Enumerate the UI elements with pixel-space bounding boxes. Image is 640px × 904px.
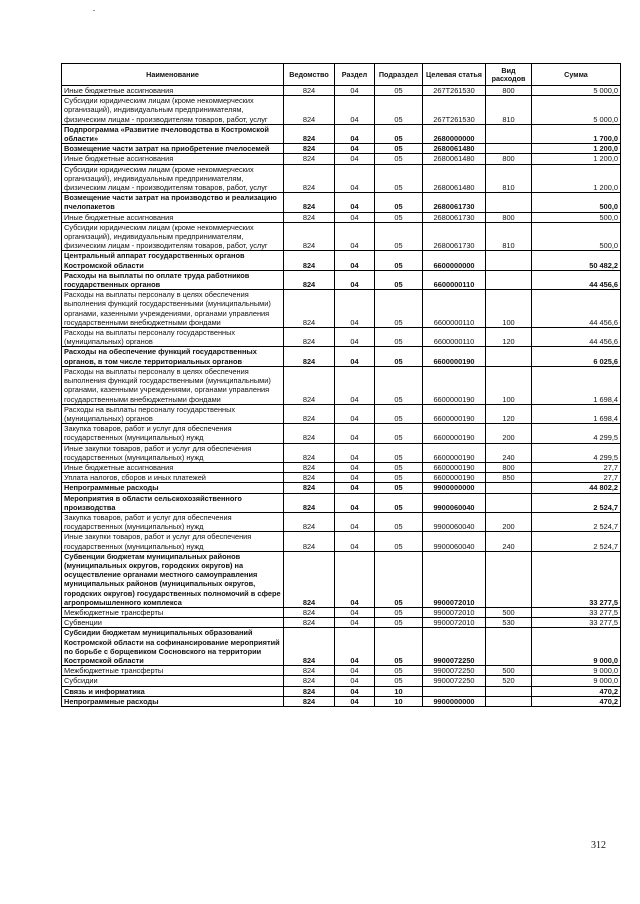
row-target-article — [423, 686, 486, 696]
table-row — [62, 193, 621, 212]
row-department: 824 — [284, 696, 335, 706]
row-department: 824 — [284, 222, 335, 251]
row-expense-type: 800 — [486, 462, 532, 472]
row-subsection: 05 — [375, 154, 423, 164]
table-row — [62, 532, 621, 551]
row-amount: 1 698,4 — [532, 404, 621, 423]
row-expense-type: 810 — [486, 222, 532, 251]
row-section: 04 — [335, 424, 375, 443]
row-amount: 9 000,0 — [532, 676, 621, 686]
row-name: Закупка товаров, работ и услуг для обеспечения государственных (муниципальных) нужд — [62, 424, 284, 443]
row-expense-type — [486, 628, 532, 666]
row-subsection: 05 — [375, 144, 423, 154]
row-amount: 1 700,0 — [532, 124, 621, 143]
table-row — [62, 96, 621, 125]
row-section: 04 — [335, 686, 375, 696]
row-target-article: 6600000190 — [423, 404, 486, 423]
row-name: Непрограммные расходы — [62, 696, 284, 706]
row-target-article: 6600000190 — [423, 347, 486, 366]
row-amount: 5 000,0 — [532, 86, 621, 96]
row-subsection: 05 — [375, 483, 423, 493]
row-target-article: 9900072010 — [423, 618, 486, 628]
row-name: Закупка товаров, работ и услуг для обеспечения государственных (муниципальных) нужд — [62, 512, 284, 531]
row-department: 824 — [284, 212, 335, 222]
table-row — [62, 86, 621, 96]
budget-table — [61, 63, 621, 707]
row-amount: 2 524,7 — [532, 532, 621, 551]
row-section: 04 — [335, 666, 375, 676]
row-name: Субсидии бюджетам муниципальных образований Костромской области на софинансирование мероприятий по борьбе с борщевиком Сосновского на территории Костромской области — [62, 628, 284, 666]
scan-dot — [93, 10, 95, 11]
row-section: 04 — [335, 443, 375, 462]
row-department: 824 — [284, 473, 335, 483]
row-target-article: 6600000110 — [423, 290, 486, 328]
row-target-article: 2680061730 — [423, 212, 486, 222]
row-amount: 470,2 — [532, 686, 621, 696]
row-target-article: 9900060040 — [423, 532, 486, 551]
table-row — [62, 483, 621, 493]
row-department: 824 — [284, 628, 335, 666]
row-subsection: 05 — [375, 618, 423, 628]
row-name: Возмещение части затрат на приобретение пчелосемей — [62, 144, 284, 154]
row-section: 04 — [335, 493, 375, 512]
row-department: 824 — [284, 290, 335, 328]
row-amount: 44 802,2 — [532, 483, 621, 493]
row-subsection: 05 — [375, 86, 423, 96]
row-section: 04 — [335, 347, 375, 366]
row-subsection: 05 — [375, 493, 423, 512]
row-expense-type — [486, 251, 532, 270]
row-expense-type: 810 — [486, 164, 532, 193]
header-amount: Сумма — [532, 64, 621, 86]
table-body — [62, 86, 621, 707]
row-expense-type — [486, 347, 532, 366]
row-target-article: 6600000000 — [423, 251, 486, 270]
row-name: Расходы на выплаты по оплате труда работников государственных органов — [62, 270, 284, 289]
row-subsection: 05 — [375, 404, 423, 423]
table-row — [62, 443, 621, 462]
row-department: 824 — [284, 618, 335, 628]
header-section: Раздел — [335, 64, 375, 86]
table-row — [62, 676, 621, 686]
row-department: 824 — [284, 607, 335, 617]
row-name: Субсидии — [62, 676, 284, 686]
row-expense-type: 530 — [486, 618, 532, 628]
row-section: 04 — [335, 193, 375, 212]
table-row — [62, 154, 621, 164]
header-department: Ведомство — [284, 64, 335, 86]
table-row — [62, 424, 621, 443]
row-name: Субвенции бюджетам муниципальных районов (муниципальных округов, городских округов) на осуществление органами местного самоуправления муниципальных районов (муниципальных округов, городских округов) государственных полномочий в сфере агропромышленного комплекса — [62, 551, 284, 607]
row-subsection: 05 — [375, 212, 423, 222]
row-department: 824 — [284, 676, 335, 686]
row-expense-type — [486, 696, 532, 706]
row-name: Расходы на выплаты персоналу государственных (муниципальных) органов — [62, 328, 284, 347]
row-amount: 500,0 — [532, 222, 621, 251]
row-section: 04 — [335, 328, 375, 347]
row-amount: 6 025,6 — [532, 347, 621, 366]
row-amount: 50 482,2 — [532, 251, 621, 270]
table-row — [62, 462, 621, 472]
row-section: 04 — [335, 96, 375, 125]
row-section: 04 — [335, 628, 375, 666]
row-department: 824 — [284, 366, 335, 404]
row-expense-type — [486, 686, 532, 696]
row-subsection: 05 — [375, 512, 423, 531]
row-expense-type: 120 — [486, 328, 532, 347]
row-section: 04 — [335, 532, 375, 551]
header-target-article: Целевая статья — [423, 64, 486, 86]
header-name: Наименование — [62, 64, 284, 86]
row-amount: 500,0 — [532, 193, 621, 212]
header-expense-type: Вид расходов — [486, 64, 532, 86]
row-subsection: 05 — [375, 551, 423, 607]
row-amount: 33 277,5 — [532, 618, 621, 628]
row-department: 824 — [284, 686, 335, 696]
row-subsection: 05 — [375, 424, 423, 443]
table-row — [62, 618, 621, 628]
table-row — [62, 473, 621, 483]
row-department: 824 — [284, 424, 335, 443]
row-subsection: 05 — [375, 124, 423, 143]
row-name: Уплата налогов, сборов и иных платежей — [62, 473, 284, 483]
row-target-article: 9900060040 — [423, 493, 486, 512]
row-subsection: 05 — [375, 462, 423, 472]
row-expense-type: 500 — [486, 607, 532, 617]
table-row — [62, 328, 621, 347]
row-expense-type: 240 — [486, 443, 532, 462]
row-section: 04 — [335, 696, 375, 706]
table-row — [62, 686, 621, 696]
row-section: 04 — [335, 607, 375, 617]
row-name: Расходы на выплаты персоналу в целях обеспечения выполнения функций государственными (муниципальными) органами, казенными учреждениями, органами управления государственными внебюджетными фондами — [62, 366, 284, 404]
row-target-article: 2680000000 — [423, 124, 486, 143]
table-row — [62, 493, 621, 512]
row-section: 04 — [335, 164, 375, 193]
row-expense-type: 850 — [486, 473, 532, 483]
row-target-article: 2680061480 — [423, 154, 486, 164]
row-name: Непрограммные расходы — [62, 483, 284, 493]
row-subsection: 05 — [375, 328, 423, 347]
table-row — [62, 290, 621, 328]
row-department: 824 — [284, 86, 335, 96]
row-expense-type: 520 — [486, 676, 532, 686]
row-department: 824 — [284, 328, 335, 347]
row-section: 04 — [335, 154, 375, 164]
row-target-article: 9900072250 — [423, 628, 486, 666]
row-name: Межбюджетные трансферты — [62, 666, 284, 676]
row-department: 824 — [284, 532, 335, 551]
row-department: 824 — [284, 96, 335, 125]
row-section: 04 — [335, 462, 375, 472]
row-name: Иные бюджетные ассигнования — [62, 86, 284, 96]
row-amount: 44 456,6 — [532, 290, 621, 328]
row-amount: 4 299,5 — [532, 443, 621, 462]
row-expense-type: 100 — [486, 290, 532, 328]
row-subsection: 05 — [375, 532, 423, 551]
table-row — [62, 222, 621, 251]
row-target-article: 267Т261530 — [423, 86, 486, 96]
row-section: 04 — [335, 86, 375, 96]
table-row — [62, 347, 621, 366]
row-amount: 33 277,5 — [532, 551, 621, 607]
row-target-article: 6600000190 — [423, 443, 486, 462]
row-section: 04 — [335, 366, 375, 404]
row-expense-type: 200 — [486, 424, 532, 443]
header-subsection: Подраздел — [375, 64, 423, 86]
table-row — [62, 251, 621, 270]
row-subsection: 05 — [375, 270, 423, 289]
row-department: 824 — [284, 124, 335, 143]
row-expense-type — [486, 124, 532, 143]
row-target-article: 6600000190 — [423, 366, 486, 404]
row-amount: 500,0 — [532, 212, 621, 222]
table-row — [62, 270, 621, 289]
row-amount: 27,7 — [532, 462, 621, 472]
row-department: 824 — [284, 443, 335, 462]
row-name: Субсидии юридическим лицам (кроме некоммерческих организаций), индивидуальным предпринимателям, физическим лицам - производителям товаров, работ, услуг — [62, 222, 284, 251]
row-subsection: 05 — [375, 676, 423, 686]
row-subsection: 05 — [375, 290, 423, 328]
row-amount: 2 524,7 — [532, 493, 621, 512]
row-expense-type — [486, 193, 532, 212]
row-department: 824 — [284, 404, 335, 423]
row-section: 04 — [335, 512, 375, 531]
row-amount: 9 000,0 — [532, 628, 621, 666]
row-section: 04 — [335, 212, 375, 222]
row-section: 04 — [335, 270, 375, 289]
row-amount: 4 299,5 — [532, 424, 621, 443]
row-expense-type — [486, 144, 532, 154]
row-department: 824 — [284, 512, 335, 531]
row-name: Связь и информатика — [62, 686, 284, 696]
row-expense-type: 800 — [486, 212, 532, 222]
row-target-article: 267Т261530 — [423, 96, 486, 125]
row-department: 824 — [284, 144, 335, 154]
table-row — [62, 551, 621, 607]
row-expense-type: 500 — [486, 666, 532, 676]
row-subsection: 05 — [375, 222, 423, 251]
row-name: Иные закупки товаров, работ и услуг для обеспечения государственных (муниципальных) нужд — [62, 443, 284, 462]
row-amount: 1 200,0 — [532, 144, 621, 154]
row-department: 824 — [284, 270, 335, 289]
row-subsection: 05 — [375, 666, 423, 676]
row-department: 824 — [284, 551, 335, 607]
row-expense-type: 810 — [486, 96, 532, 125]
row-subsection: 05 — [375, 251, 423, 270]
row-name: Расходы на выплаты персоналу государственных (муниципальных) органов — [62, 404, 284, 423]
row-amount: 5 000,0 — [532, 96, 621, 125]
row-amount: 1 200,0 — [532, 164, 621, 193]
row-amount: 44 456,6 — [532, 270, 621, 289]
row-target-article: 9900072010 — [423, 607, 486, 617]
row-department: 824 — [284, 666, 335, 676]
row-amount: 33 277,5 — [532, 607, 621, 617]
row-expense-type — [486, 483, 532, 493]
row-target-article: 6600000110 — [423, 270, 486, 289]
row-section: 04 — [335, 618, 375, 628]
table-header-row — [62, 64, 621, 86]
row-section: 04 — [335, 222, 375, 251]
row-section: 04 — [335, 404, 375, 423]
table-row — [62, 124, 621, 143]
row-amount: 2 524,7 — [532, 512, 621, 531]
row-name: Иные закупки товаров, работ и услуг для обеспечения государственных (муниципальных) нужд — [62, 532, 284, 551]
row-expense-type: 800 — [486, 154, 532, 164]
row-department: 824 — [284, 493, 335, 512]
row-expense-type: 800 — [486, 86, 532, 96]
row-expense-type — [486, 270, 532, 289]
table-row — [62, 164, 621, 193]
row-target-article: 2680061480 — [423, 164, 486, 193]
row-department: 824 — [284, 462, 335, 472]
row-expense-type — [486, 493, 532, 512]
row-department: 824 — [284, 164, 335, 193]
row-section: 04 — [335, 251, 375, 270]
row-department: 824 — [284, 347, 335, 366]
row-section: 04 — [335, 483, 375, 493]
table-row — [62, 404, 621, 423]
row-department: 824 — [284, 483, 335, 493]
row-subsection: 05 — [375, 96, 423, 125]
row-name: Иные бюджетные ассигнования — [62, 212, 284, 222]
row-section: 04 — [335, 676, 375, 686]
row-name: Расходы на обеспечение функций государственных органов, в том числе территориальных органов — [62, 347, 284, 366]
row-subsection: 05 — [375, 164, 423, 193]
table-row — [62, 144, 621, 154]
row-subsection: 05 — [375, 607, 423, 617]
row-amount: 1 698,4 — [532, 366, 621, 404]
row-target-article: 6600000190 — [423, 473, 486, 483]
row-name: Субвенции — [62, 618, 284, 628]
row-expense-type — [486, 551, 532, 607]
row-target-article: 9900072010 — [423, 551, 486, 607]
row-target-article: 9900000000 — [423, 696, 486, 706]
row-target-article: 9900072250 — [423, 666, 486, 676]
row-subsection: 05 — [375, 628, 423, 666]
row-name: Субсидии юридическим лицам (кроме некоммерческих организаций), индивидуальным предпринимателям, физическим лицам - производителям товаров, работ, услуг — [62, 164, 284, 193]
table-row — [62, 696, 621, 706]
row-name: Иные бюджетные ассигнования — [62, 154, 284, 164]
page-number: 312 — [591, 840, 606, 851]
row-target-article: 9900000000 — [423, 483, 486, 493]
row-section: 04 — [335, 290, 375, 328]
row-name: Мероприятия в области сельскохозяйственного производства — [62, 493, 284, 512]
row-target-article: 9900060040 — [423, 512, 486, 531]
row-subsection: 10 — [375, 686, 423, 696]
row-subsection: 10 — [375, 696, 423, 706]
row-section: 04 — [335, 551, 375, 607]
row-section: 04 — [335, 144, 375, 154]
row-amount: 1 200,0 — [532, 154, 621, 164]
row-amount: 470,2 — [532, 696, 621, 706]
row-subsection: 05 — [375, 193, 423, 212]
row-name: Возмещение части затрат на производство и реализацию пчелопакетов — [62, 193, 284, 212]
table-row — [62, 628, 621, 666]
row-subsection: 05 — [375, 347, 423, 366]
row-name: Субсидии юридическим лицам (кроме некоммерческих организаций), индивидуальным предпринимателям, физическим лицам - производителям товаров, работ, услуг — [62, 96, 284, 125]
row-subsection: 05 — [375, 366, 423, 404]
row-amount: 27,7 — [532, 473, 621, 483]
row-target-article: 2680061480 — [423, 144, 486, 154]
row-name: Подпрограмма «Развитие пчеловодства в Костромской области» — [62, 124, 284, 143]
row-target-article: 6600000110 — [423, 328, 486, 347]
row-expense-type: 120 — [486, 404, 532, 423]
row-name: Межбюджетные трансферты — [62, 607, 284, 617]
table-row — [62, 607, 621, 617]
table-row — [62, 666, 621, 676]
row-target-article: 6600000190 — [423, 424, 486, 443]
row-expense-type: 100 — [486, 366, 532, 404]
table-row — [62, 366, 621, 404]
row-section: 04 — [335, 473, 375, 483]
row-name: Расходы на выплаты персоналу в целях обеспечения выполнения функций государственными (муниципальными) органами, казенными учреждениями, органами управления государственными внебюджетными фондами — [62, 290, 284, 328]
row-target-article: 2680061730 — [423, 193, 486, 212]
row-amount: 9 000,0 — [532, 666, 621, 676]
row-section: 04 — [335, 124, 375, 143]
row-department: 824 — [284, 193, 335, 212]
row-expense-type: 240 — [486, 532, 532, 551]
row-target-article: 6600000190 — [423, 462, 486, 472]
row-subsection: 05 — [375, 473, 423, 483]
row-name: Иные бюджетные ассигнования — [62, 462, 284, 472]
row-target-article: 9900072250 — [423, 676, 486, 686]
table-row — [62, 212, 621, 222]
row-department: 824 — [284, 251, 335, 270]
row-subsection: 05 — [375, 443, 423, 462]
table-row — [62, 512, 621, 531]
row-name: Центральный аппарат государственных органов Костромской области — [62, 251, 284, 270]
row-target-article: 2680061730 — [423, 222, 486, 251]
row-expense-type: 200 — [486, 512, 532, 531]
row-amount: 44 456,6 — [532, 328, 621, 347]
row-department: 824 — [284, 154, 335, 164]
